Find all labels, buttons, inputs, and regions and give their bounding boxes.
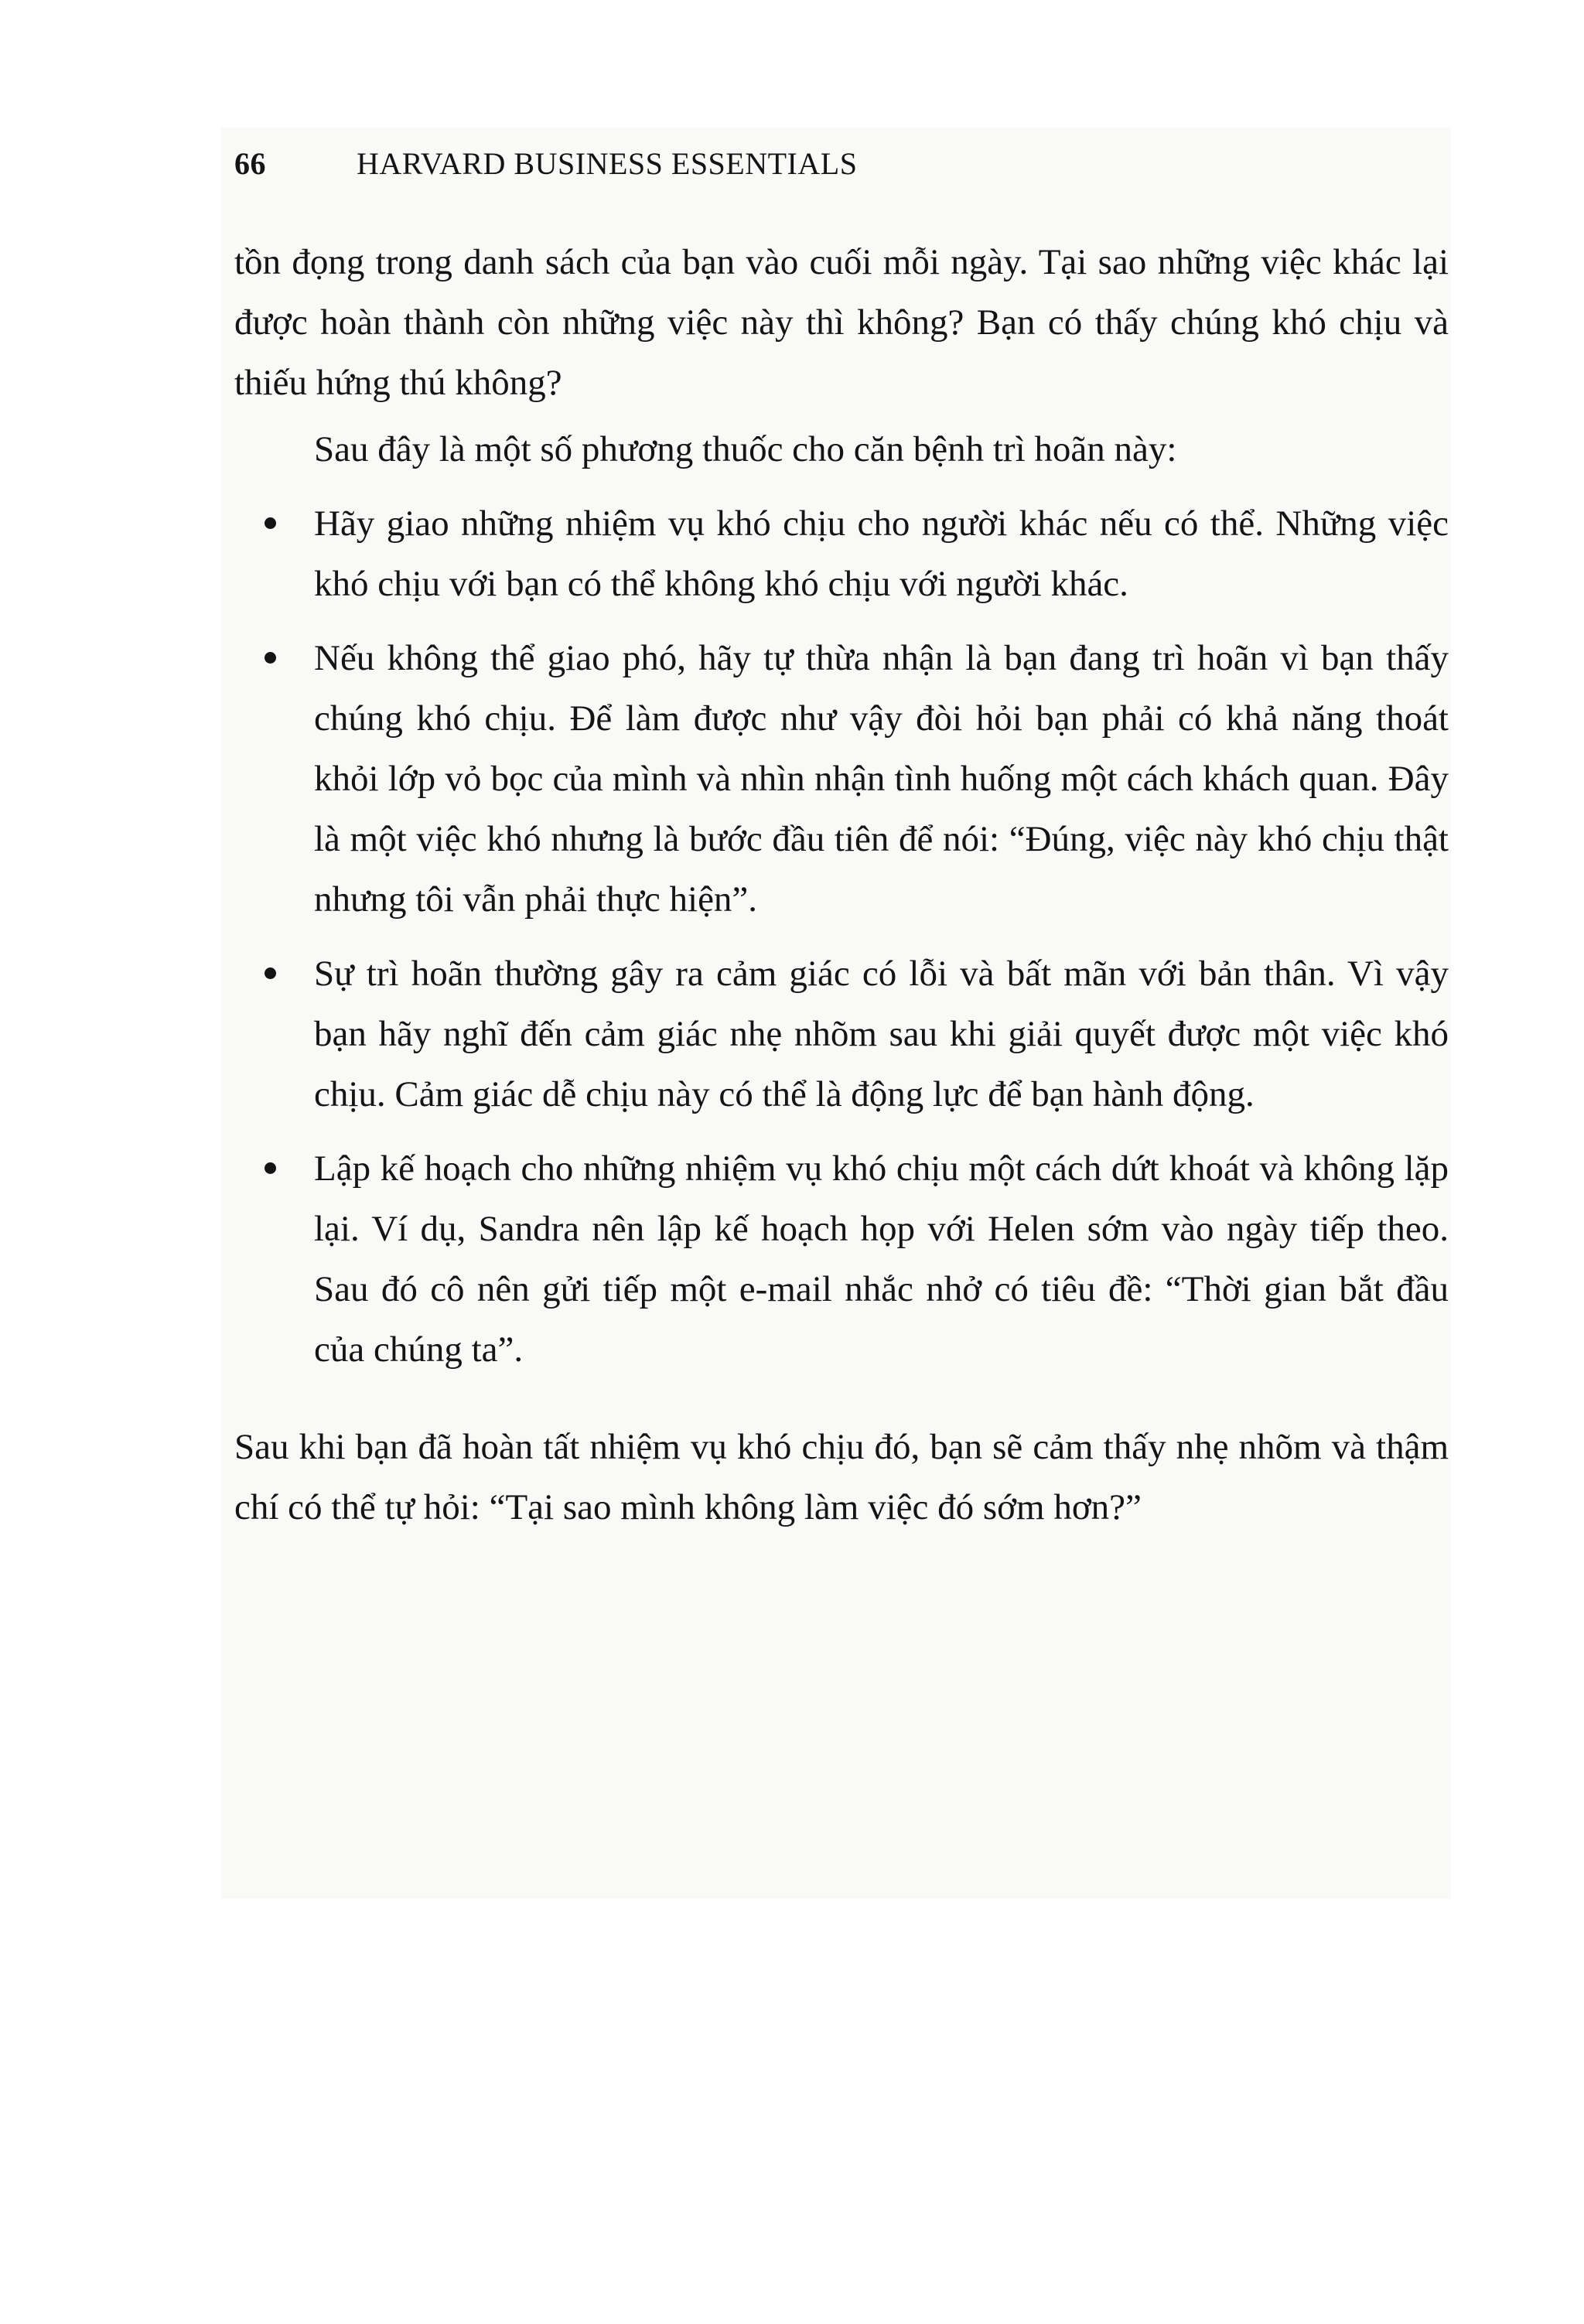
- list-item: [314, 628, 1449, 930]
- list-item-text: Sự trì hoãn thường gây ra cảm giác có lỗi và bất mãn với bản thân. Vì vậy bạn hãy nghĩ đến cảm giác nhẹ nhõm sau khi giải quyết được một việc khó chịu. Cảm giác dễ chịu này có thể là động lực để bạn hành động.: [314, 954, 1449, 1114]
- bullet-icon: [265, 967, 276, 979]
- closing-paragraph: Sau khi bạn đã hoàn tất nhiệm vụ khó chịu đó, bạn sẽ cảm thấy nhẹ nhõm và thậm chí có thể tự hỏi: “Tại sao mình không làm việc đó sớm hơn?”: [234, 1427, 1449, 1527]
- list-item: [314, 493, 1449, 614]
- running-head: [234, 145, 1449, 183]
- bullet-icon: [265, 517, 276, 529]
- list-item: [314, 1138, 1449, 1380]
- list-item: [314, 944, 1449, 1124]
- list-item-text: Lập kế hoạch cho những nhiệm vụ khó chịu một cách dứt khoát và không lặp lại. Ví dụ, Sandra nên lập kế hoạch họp với Helen sớm vào ngày tiếp theo. Sau đó cô nên gửi tiếp một e-mail nhắc nhở có tiêu đề: “Thời gian bắt đầu của chúng ta”.: [314, 1148, 1449, 1370]
- list-item-text: Nếu không thể giao phó, hãy tự thừa nhận là bạn đang trì hoãn vì bạn thấy chúng khó chịu. Để làm được như vậy đòi hỏi bạn phải có khả năng thoát khỏi lớp vỏ bọc của mình và nhìn nhận tình huống một cách khách quan. Đây là một việc khó nhưng là bước đầu tiên để nói: “Đúng, việc này khó chịu thật nhưng tôi vẫn phải thực hiện”.: [314, 638, 1449, 920]
- list-item-text: Hãy giao những nhiệm vụ khó chịu cho người khác nếu có thể. Những việc khó chịu với bạn có thể không khó chịu với người khác.: [314, 503, 1449, 604]
- opening-paragraph: tồn đọng trong danh sách của bạn vào cuối mỗi ngày. Tại sao những việc khác lại được hoàn thành còn những việc này thì không? Bạn có thấy chúng khó chịu và thiếu hứng thú không?: [234, 242, 1449, 403]
- book-title: HARVARD BUSINESS ESSENTIALS: [357, 146, 858, 181]
- intro-line: Sau đây là một số phương thuốc cho căn bệnh trì hoãn này:: [314, 429, 1177, 469]
- bullet-icon: [265, 652, 276, 664]
- remedy-list: [234, 493, 1449, 1380]
- bullet-icon: [265, 1162, 276, 1174]
- body-text: [234, 232, 1449, 1537]
- page-number: 66: [234, 146, 266, 181]
